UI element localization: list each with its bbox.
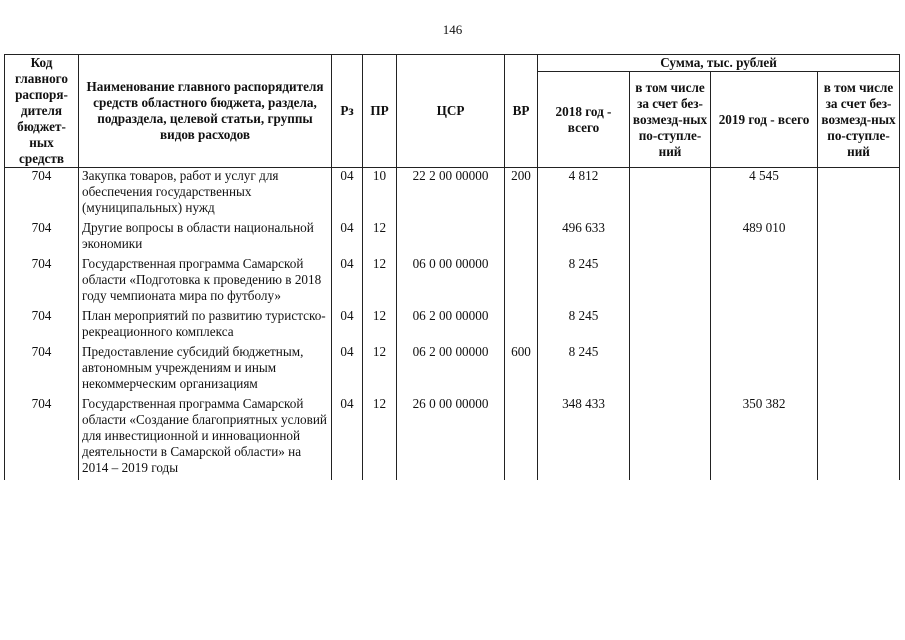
cell-csr: [397, 220, 505, 256]
cell-rz: 04: [332, 256, 363, 308]
cell-name: План мероприятий по развитию туристско-рекреационного комплекса: [79, 308, 332, 344]
cell-2019-free: [818, 308, 900, 344]
cell-name: Предоставление субсидий бюджетным, автономным учреждениям и иным некоммерческим организациям: [79, 344, 332, 396]
cell-csr: 06 0 00 00000: [397, 256, 505, 308]
cell-vr: [505, 256, 538, 308]
cell-2019-free: [818, 396, 900, 480]
cell-2018-total: 8 245: [538, 308, 630, 344]
cell-2019-total: [711, 344, 818, 396]
cell-vr: [505, 396, 538, 480]
cell-rz: 04: [332, 220, 363, 256]
table-row: [5, 396, 900, 480]
cell-pr: 12: [363, 256, 397, 308]
cell-2018-total: 8 245: [538, 256, 630, 308]
cell-2019-total: 350 382: [711, 396, 818, 480]
cell-pr: 12: [363, 396, 397, 480]
cell-vr: 200: [505, 168, 538, 221]
cell-2018-free: [630, 308, 711, 344]
header-pr: ПР: [363, 55, 397, 168]
cell-csr: 06 2 00 00000: [397, 344, 505, 396]
cell-name: Другие вопросы в области национальной экономики: [79, 220, 332, 256]
cell-rz: 04: [332, 168, 363, 221]
cell-code: 704: [5, 308, 79, 344]
cell-name: Государственная программа Самарской области «Создание благоприятных условий для инвестиционной и инновационной деятельности в Самарской области» на 2014 – 2019 годы: [79, 396, 332, 480]
cell-2018-free: [630, 396, 711, 480]
cell-code: 704: [5, 344, 79, 396]
cell-rz: 04: [332, 344, 363, 396]
header-vr: ВР: [505, 55, 538, 168]
cell-rz: 04: [332, 308, 363, 344]
header-sum: Сумма, тыс. рублей: [538, 55, 900, 72]
header-csr: ЦСР: [397, 55, 505, 168]
cell-2018-total: 496 633: [538, 220, 630, 256]
table-row: [5, 308, 900, 344]
cell-name: Государственная программа Самарской области «Подготовка к проведению в 2018 году чемпионата мира по футболу»: [79, 256, 332, 308]
cell-pr: 12: [363, 308, 397, 344]
cell-2018-free: [630, 220, 711, 256]
cell-2019-free: [818, 344, 900, 396]
header-code: Код главного распоря-дителя бюджет-ных средств: [5, 55, 79, 168]
cell-2019-free: [818, 220, 900, 256]
table-row: [5, 256, 900, 308]
cell-pr: 10: [363, 168, 397, 221]
cell-code: 704: [5, 256, 79, 308]
cell-2018-total: 8 245: [538, 344, 630, 396]
cell-csr: 06 2 00 00000: [397, 308, 505, 344]
cell-code: 704: [5, 168, 79, 221]
page-number: 146: [442, 22, 463, 37]
cell-2019-total: 4 545: [711, 168, 818, 221]
cell-pr: 12: [363, 220, 397, 256]
header-2019-total: 2019 год - всего: [711, 72, 818, 168]
table-row: [5, 344, 900, 396]
cell-2018-total: 4 812: [538, 168, 630, 221]
table-row: [5, 220, 900, 256]
cell-2018-total: 348 433: [538, 396, 630, 480]
cell-rz: 04: [332, 396, 363, 480]
cell-2018-free: [630, 256, 711, 308]
cell-2018-free: [630, 168, 711, 221]
cell-vr: 600: [505, 344, 538, 396]
cell-2018-free: [630, 344, 711, 396]
cell-pr: 12: [363, 344, 397, 396]
cell-code: 704: [5, 396, 79, 480]
cell-vr: [505, 308, 538, 344]
cell-2019-total: 489 010: [711, 220, 818, 256]
budget-table: [4, 54, 900, 480]
cell-2019-free: [818, 168, 900, 221]
cell-csr: 22 2 00 00000: [397, 168, 505, 221]
cell-2019-total: [711, 256, 818, 308]
cell-csr: 26 0 00 00000: [397, 396, 505, 480]
cell-vr: [505, 220, 538, 256]
table-row: [5, 168, 900, 221]
header-2018-total: 2018 год - всего: [538, 72, 630, 168]
header-2019-free: в том числе за счет без-возмезд-ных по-ступле-ний: [818, 72, 900, 168]
cell-name: Закупка товаров, работ и услуг для обеспечения государственных (муниципальных) нужд: [79, 168, 332, 221]
header-rz: Рз: [332, 55, 363, 168]
cell-code: 704: [5, 220, 79, 256]
header-2018-free: в том числе за счет без-возмезд-ных по-ступле-ний: [630, 72, 711, 168]
cell-2019-total: [711, 308, 818, 344]
header-name: Наименование главного распорядителя средств областного бюджета, раздела, подраздела, целевой статьи, группы видов расходов: [79, 55, 332, 168]
cell-2019-free: [818, 256, 900, 308]
